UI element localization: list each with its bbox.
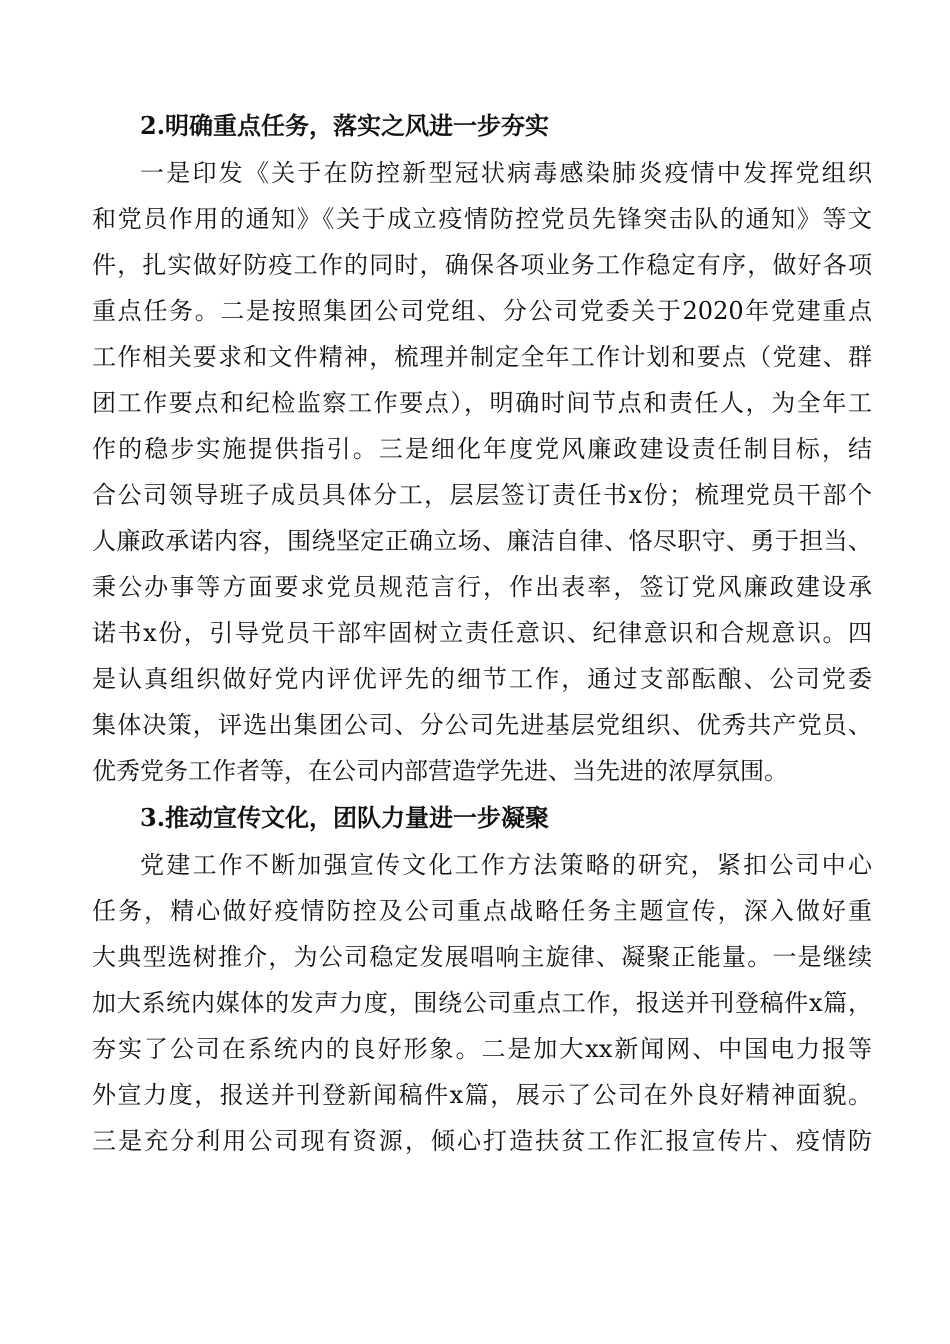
paragraph-line: 外宣力度，报送并刊登新闻稿件x篇，展示了公司在外良好精神面貌。	[92, 1081, 872, 1109]
paragraph-line: 任务，精心做好疫情防控及公司重点战略任务主题宣传，深入做好重	[92, 897, 872, 925]
paragraph-line: 重点任务。二是按照集团公司党组、分公司党委关于2020年党建重点	[92, 297, 872, 325]
paragraph-line: 三是充分利用公司现有资源，倾心打造扶贫工作汇报宣传片、疫情防	[92, 1127, 872, 1155]
paragraph-line: 秉公办事等方面要求党员规范言行，作出表率，签订党风廉政建设承	[92, 573, 872, 601]
paragraph-line: 夯实了公司在系统内的良好形象。二是加大xx新闻网、中国电力报等	[92, 1035, 872, 1063]
paragraph-line: 集体决策，评选出集团公司、分公司先进基层党组织、优秀共产党员、	[92, 711, 872, 739]
paragraph-line: 是认真组织做好党内评优评先的细节工作，通过支部酝酿、公司党委	[92, 665, 872, 693]
section-3-heading: 3.推动宣传文化，团队力量进一步凝聚	[140, 803, 550, 832]
paragraph-line: 和党员作用的通知》《关于成立疫情防控党员先锋突击队的通知》等文	[92, 205, 872, 233]
paragraph-line: 人廉政承诺内容，围绕坚定正确立场、廉洁自律、恪尽职守、勇于担当、	[92, 527, 872, 555]
paragraph-line: 一是印发《关于在防控新型冠状病毒感染肺炎疫情中发挥党组织	[140, 159, 872, 187]
section-2-paragraph	[92, 150, 872, 794]
paragraph-line: 作的稳步实施提供指引。三是细化年度党风廉政建设责任制目标，结	[92, 435, 872, 463]
paragraph-line: 团工作要点和纪检监察工作要点），明确时间节点和责任人，为全年工	[92, 389, 872, 417]
paragraph-line: 合公司领导班子成员具体分工，层层签订责任书x份；梳理党员干部个	[92, 481, 872, 509]
paragraph-line: 诺书x份，引导党员干部牢固树立责任意识、纪律意识和合规意识。四	[92, 619, 872, 647]
section-3-paragraph	[92, 842, 872, 1164]
paragraph-line: 大典型选树推介，为公司稳定发展唱响主旋律、凝聚正能量。一是继续	[92, 943, 872, 971]
document-body	[92, 102, 872, 1164]
paragraph-line: 工作相关要求和文件精神，梳理并制定全年工作计划和要点（党建、群	[92, 343, 872, 371]
paragraph-line: 件，扎实做好防疫工作的同时，确保各项业务工作稳定有序，做好各项	[92, 251, 872, 279]
paragraph-line: 优秀党务工作者等，在公司内部营造学先进、当先进的浓厚氛围。	[92, 757, 788, 785]
paragraph-line: 党建工作不断加强宣传文化工作方法策略的研究，紧扣公司中心	[140, 851, 872, 879]
section-2-heading: 2.明确重点任务，落实之风进一步夯实	[140, 111, 550, 140]
paragraph-line: 加大系统内媒体的发声力度，围绕公司重点工作，报送并刊登稿件x篇，	[92, 989, 872, 1017]
